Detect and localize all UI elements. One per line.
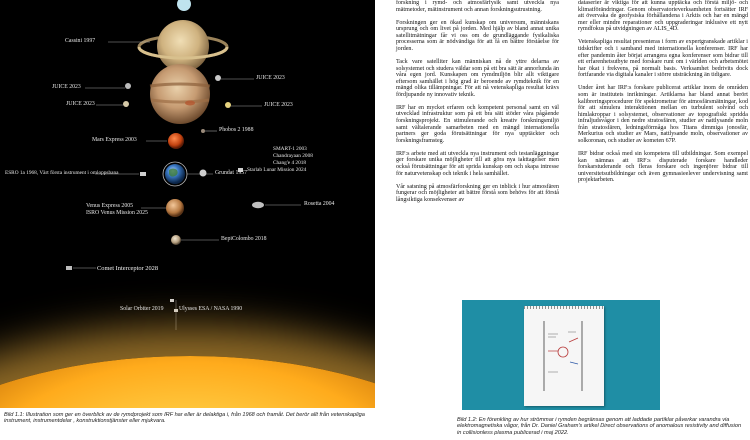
label-rosetta: Rosetta 2004 bbox=[304, 201, 335, 207]
label-phobos: Phobos 2 1988 bbox=[219, 127, 254, 133]
top-planet bbox=[177, 0, 191, 11]
label-mars-express: Mars Express 2003 bbox=[92, 137, 137, 143]
col1-paragraph: forskning i rymd- och atmosfärfysik samt utveckla nya mätmetoder, mätinstrument och annan forskningsutrustning. bbox=[396, 0, 559, 13]
label-starlab: Starlab Lunar Mission 2024 bbox=[247, 167, 307, 173]
label-juice-left-lower: JUICE 2023 bbox=[66, 101, 95, 107]
comet-interceptor-craft bbox=[66, 266, 72, 270]
col1-paragraph: Forskningen ger en ökad kunskap om universum, människans ursprung och om livet på jorden. Med hjälp av bland annat unika satellitmätningar får vi oss om de grundläggande fysikaliska processerna som är nödvändiga för att få en bättre förståelse för jorden. bbox=[396, 19, 559, 52]
jupiter-spot bbox=[185, 101, 195, 106]
phobos-moon bbox=[201, 129, 205, 133]
label-solar-orbiter: Solar Orbiter 2019 bbox=[120, 306, 164, 312]
col2-paragraph: dataserier är viktiga för att kunna upptäcka och förstå miljö- och klimatförändringar. Genom observatorieverksamheten fortsätter IRF att övervaka de geofysiska förhållandena i Arktis och har en mängd mer eller mindre reparationer och uppgraderingar inklusive ett nytt rymdfokus på utvidgningen av ALIS_4D. bbox=[578, 0, 748, 33]
notebook-sheet bbox=[524, 306, 604, 406]
col1-paragraph: IRF:s arbete med att utveckla nya instrument och testanläggningar ger forskare unika möjligheter till att göra nya iakttagelser men också förutsättningar för att sprida kunskap om och skapa intresse för naturvetenskap och teknik i hela samhället. bbox=[396, 150, 559, 177]
label-isro-venus: ISRO Venus Mission 2025 bbox=[86, 210, 148, 216]
label-juice-left-upper: JUICE 2023 bbox=[52, 84, 81, 90]
col2-paragraph: Vetenskapliga resultat presenteras i form av expertgranskade artiklar i tidskrifter och i samband med internationella konferenser. IRF har efter pandemin åter börjat arrangera egna konferenser som bidrar till ett erfarenhetsutbyte med forskare runt om i världen och arbetsmötet har ökat i frekvens, på normalt basis. Verksamhet bedrivits dock fortfarande via digitala kanaler i större utsträckning än tidigare. bbox=[578, 39, 748, 79]
text-column-2 bbox=[578, 0, 748, 190]
col1-paragraph: IRF har en mycket erfaren och kompetent personal samt en väl utvecklad infrastruktur som på ett bra sätt stöder våra pågående forskningsprojekt. En stimulerande och kreativ forskningsmiljö samt vältalerande samarbeten med en mängd internationella partners ger goda förutsättningar för nya upptäckter och forskningsframsteg. bbox=[396, 104, 559, 144]
mars-planet bbox=[168, 133, 184, 149]
notebook-photo bbox=[462, 300, 660, 410]
label-bepicolombo: BepiColombo 2018 bbox=[221, 236, 267, 242]
label-chandrayaan: Chandrayaan 2008 bbox=[273, 153, 313, 159]
moon-io bbox=[225, 102, 231, 108]
label-esro: ESRO 1a 1968, Värt första instrument i omloppsbana bbox=[5, 170, 119, 176]
ulysses-craft bbox=[170, 299, 174, 302]
label-venus-express: Venus Express 2005 bbox=[86, 203, 134, 209]
mercury-planet bbox=[171, 235, 181, 245]
moon-callisto bbox=[215, 75, 221, 81]
label-juice-right-upper: JUICE 2023 bbox=[256, 75, 285, 81]
col1-paragraph: Tack vare satelliter kan människan nå de yttre delarna av solsystemet och studera väldar som på ett bra sätt är annorlunda än våra egen jord. Kunskapen om rymdmiljön blir allt viktigare eftersom samhället i hög grad är beroende av rymdteknik för en mängd olika tillämpningar. För att nå vetenskapliga resultat krävs fördjupande ny innovativ teknik. bbox=[396, 58, 559, 98]
moon-europa bbox=[123, 101, 129, 107]
text-column-1 bbox=[396, 0, 559, 210]
moon-planet bbox=[200, 170, 207, 177]
moon-ganymede bbox=[125, 83, 131, 89]
label-smart1: SMART-1 2003 bbox=[273, 146, 307, 152]
label-comet-interceptor: Comet Interceptor 2028 bbox=[97, 265, 159, 272]
label-juice-right-lower: JUICE 2023 bbox=[264, 102, 293, 108]
figure-caption-right: Bild 1.2: En förenkling av hur strömmar i rymden begränsas genom att laddade partiklar påverkar varandra via elektromagnetiska vågor, från Dr. Daniel Graham's artikel Direct observations of anomalous resistivity and diffusion in collisionless plasma publicerad i maj 2022. bbox=[457, 417, 742, 436]
col1-paragraph: Vår satsning på atmosfärforskning ger en inblick i hur atmosfären fungerar och möjligheter att bättre förstå som behövs för att förstå långsiktiga konsekvenser av bbox=[396, 183, 559, 203]
col2-paragraph: Under året har IRF:s forskare publicerat artiklar inom de områden som är institutets inriktningar. Artiklarna har bland annat berört kalibreringsprocedurer för spektrometrar för atmosfärsmätningar, kod för att simulera interaktionen mellan en turbulent solvind och himlakroppar i solsystemet, observationer av topografiskt spridda infraljudsvågor i den nedre stratosfären, studier av nattlysande moln från stratosfären, ledningsförmåga hos Titans dimmiga jonosfär, Merkurius och studier av Mars, nattlysande moln, observationer av solkoronan, och studier av kometen 67P. bbox=[578, 85, 748, 145]
label-change4: Chang'e 4 2018 bbox=[273, 160, 307, 166]
venus-planet bbox=[166, 199, 184, 217]
solar-system-illustration bbox=[0, 0, 375, 408]
esro-satellite bbox=[140, 172, 146, 176]
notebook-sketch-svg bbox=[524, 306, 604, 406]
figure-caption-left: Bild 1.1: Illustration som ger en överblick av de rymdprojekt som IRF har eller är delaktiga i, från 1968 och framåt. Det berör allt från vetenskapliga instrument, instrumentdelar , konstruktionstjänster eller mjukvara. bbox=[4, 412, 365, 425]
jupiter-planet bbox=[150, 64, 210, 124]
label-grundat: Grundat 1957 bbox=[215, 170, 248, 176]
comet-nucleus bbox=[252, 202, 264, 208]
label-cassini: Cassini 1997 bbox=[65, 38, 96, 44]
col2-paragraph: IRF bidrar också med sin kompetens till utbildningar. Som exempel kan nämnas att IRF:s disputerade forskare handleder forskarstuderande och fleras forskare och ingenjörer bidrar till universitetsutbildningar och även gymnasieelever undervisning samt projektarbeten. bbox=[578, 151, 748, 184]
label-ulysses: Ulysses ESA / NASA 1990 bbox=[179, 306, 243, 312]
